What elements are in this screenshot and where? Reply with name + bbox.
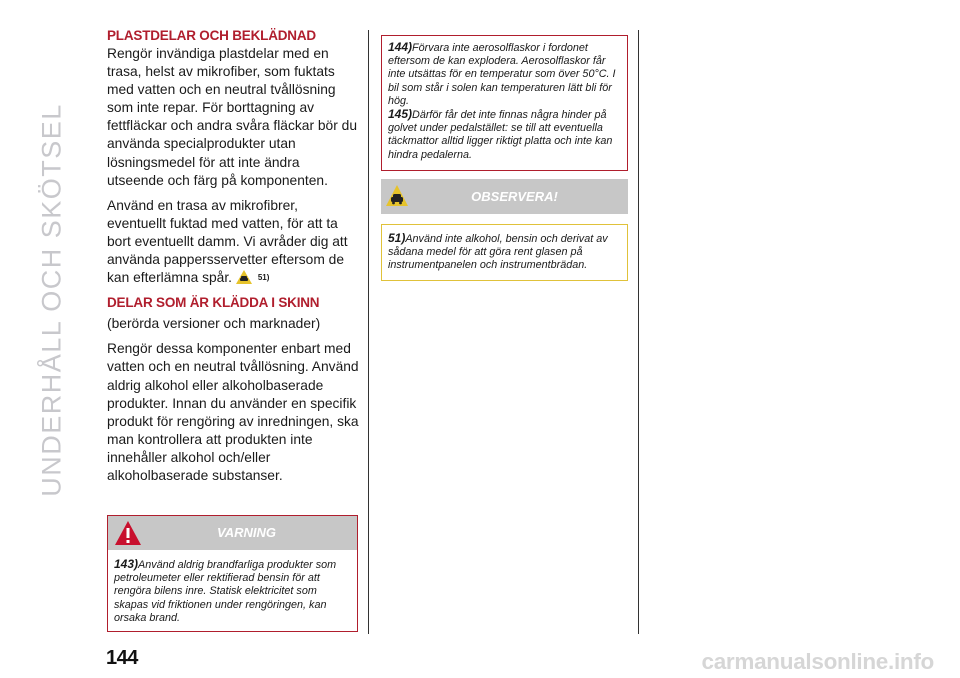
observe-note-text: Använd inte alkohol, bensin och derivat av sådana medel för att göra rent glasen på instrumentpanelen och instrumentbrädan.: [388, 232, 608, 272]
page-number: 144: [106, 647, 138, 669]
warning-box: [107, 515, 358, 632]
side-section-title-text: UNDERHÅLL OCH SKÖTSEL: [36, 103, 67, 497]
watermark: carmanualsonline.info: [701, 649, 934, 674]
car-caution-icon: [236, 270, 252, 284]
warning-note-number: 143): [114, 557, 139, 572]
warning-note: [114, 558, 351, 625]
column-divider-1: [368, 30, 369, 634]
warning-note-145-number: 145): [388, 107, 413, 122]
left-column: [107, 28, 359, 632]
warning-note-144: [388, 41, 621, 108]
warning-note-text: Använd aldrig brandfarliga produkter som petroleumeter eller rektifierad bensin för att rengöra bilens inre. Statisk elektricitet som skapas vid friktionen under rengöringen, kan orsaka brand.: [114, 559, 337, 624]
paragraph-plastic-1: Rengör invändiga plastdelar med en trasa, helst av mikrofiber, som fuktats med vatten och en neutral tvållösning som inte repar. För borttagning av fettfläckar och andra svåra fläckar bör du använda specialprodukter utan lösningsmedel för att inte ändra utseende och färg på komponenten.: [107, 46, 358, 188]
section-heading-plastic: PLASTDELAR OCH BEKLÄDNAD: [107, 28, 316, 43]
middle-column: [381, 35, 628, 281]
note-reference: 51): [257, 273, 270, 283]
column-divider-2: [638, 30, 639, 634]
observe-title: OBSERVERA!: [471, 188, 558, 204]
warning-note-145-text: Därför får det inte finnas några hinder på golvet under pedalstället: se till att eventuella täckmattor alltid ligger riktigt platta och inte kan hindra pedalerna.: [388, 109, 613, 161]
paragraph-leather-1: (berörda versioner och marknader): [107, 316, 321, 332]
warning-note-144-number: 144): [388, 40, 413, 54]
observe-box: [381, 224, 628, 282]
warning-continuation-box: [381, 35, 628, 171]
warning-title: VARNING: [217, 525, 276, 541]
observe-note-number: 51): [388, 230, 406, 245]
warning-header: [108, 516, 357, 550]
warning-note-145: [388, 108, 621, 162]
warning-note-144-text: Förvara inte aerosolflaskor i fordonet eftersom de kan explodera. Aerosolflaskor får inte utsättas för en temperatur som över 50°C. I bil som står i solen kan temperaturen lätt bli för hög.: [388, 42, 616, 107]
paragraph-plastic-2: [107, 197, 359, 287]
paragraph-plastic-2-text: Använd en trasa av mikrofibrer, eventuellt fuktad med vatten, för att ta bort eventuellt damm. Vi avråder dig att använda pappersservetter eftersom de kan efterlämna spår.: [107, 197, 348, 286]
section-heading-leather: DELAR SOM ÄR KLÄDDA I SKINN: [107, 295, 320, 311]
observe-note: [388, 232, 621, 273]
warning-body: [108, 550, 357, 631]
observe-header: [381, 179, 628, 214]
paragraph-leather-2: Rengör dessa komponenter enbart med vatten och en neutral tvållösning. Använd aldrig alkohol eller alkoholbaserade produkter. Innan du använder en specifik produkt för rengöring av inredningen, ska man kontrollera att produkten inte innehåller alkohol och/eller alkoholbaserade substanser.: [107, 341, 359, 483]
